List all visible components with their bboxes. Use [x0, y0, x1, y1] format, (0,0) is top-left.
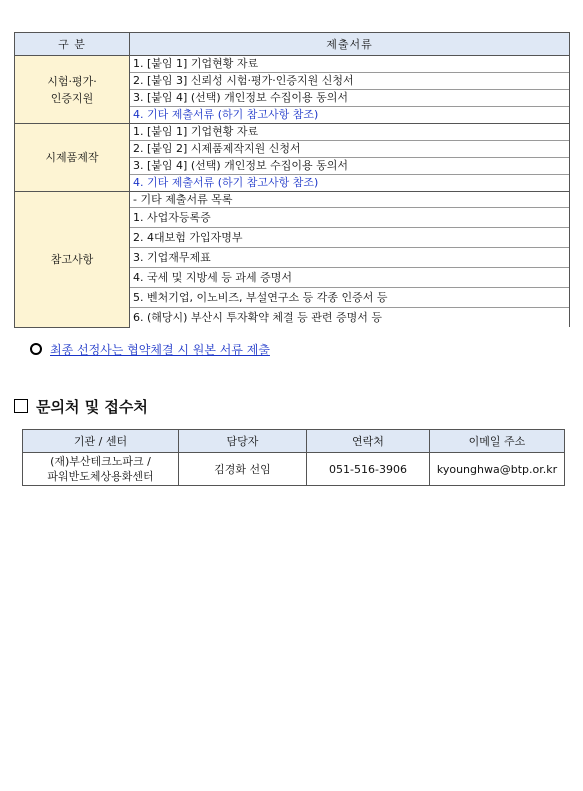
header-org: 기관 / 센터: [23, 430, 179, 453]
org-line: (재)부산테크노파크 /: [50, 455, 151, 468]
header-phone: 연락처: [307, 430, 430, 453]
person-cell: 김경화 선임: [179, 453, 307, 486]
category-cell-reference: [15, 192, 130, 328]
org-cell: [23, 453, 179, 486]
category-label: 시제품제작: [45, 151, 99, 164]
document-item: 2. [붙임 3] 신뢰성 시험·평가·인증지원 신청서: [130, 73, 570, 90]
email-cell[interactable]: kyounghwa@btp.or.kr: [430, 453, 565, 486]
category-cell-test-eval: [15, 56, 130, 124]
document-item: 2. [붙임 2] 시제품제작지원 신청서: [130, 141, 570, 158]
contact-section-title: [14, 396, 148, 417]
header-email: 이메일 주소: [430, 430, 565, 453]
document-item: 5. 벤처기업, 이노비즈, 부설연구소 등 각종 인증서 등: [130, 288, 570, 308]
table-row: [15, 192, 570, 208]
header-person: 담당자: [179, 430, 307, 453]
submission-documents-table: [14, 32, 570, 328]
document-item: 6. (해당시) 부산시 투자확약 체결 등 관련 증명서 등: [130, 308, 570, 328]
section-title-text: 문의처 및 접수처: [36, 398, 148, 416]
header-category: 구 분: [15, 33, 130, 56]
note-text: 최종 선정사는 협약체결 시 원본 서류 제출: [50, 343, 270, 357]
checkbox-square-icon: [14, 399, 28, 413]
org-line: 파워반도체상용화센터: [47, 470, 154, 483]
table-header-row: [15, 33, 570, 56]
table-row: [15, 124, 570, 141]
document-item: 1. [붙임 1] 기업현황 자료: [130, 124, 570, 141]
document-item: 1. [붙임 1] 기업현황 자료: [130, 56, 570, 73]
document-item: 3. [붙임 4] (선택) 개인정보 수집이용 동의서: [130, 90, 570, 107]
document-item: 4. 국세 및 지방세 등 과세 증명서: [130, 268, 570, 288]
table-row: [23, 453, 565, 486]
document-item: - 기타 제출서류 목록: [130, 192, 570, 208]
category-label: 시험·평가·: [47, 74, 97, 88]
phone-cell: 051-516-3906: [307, 453, 430, 486]
header-documents: 제출서류: [130, 33, 570, 56]
document-item: 3. 기업재무제표: [130, 248, 570, 268]
document-item-highlight: 4. 기타 제출서류 (하기 참고사항 참조): [130, 175, 570, 192]
document-item-highlight: 4. 기타 제출서류 (하기 참고사항 참조): [130, 107, 570, 124]
circle-bullet-icon: [30, 343, 42, 355]
category-cell-prototype: [15, 124, 130, 192]
document-item: 3. [붙임 4] (선택) 개인정보 수집이용 동의서: [130, 158, 570, 175]
category-label: 인증지원: [50, 91, 94, 105]
document-item: 2. 4대보험 가입자명부: [130, 228, 570, 248]
category-label: 참고사항: [50, 252, 94, 266]
submission-note: [30, 341, 270, 358]
contact-header-row: [23, 430, 565, 453]
contact-table: [22, 429, 565, 486]
table-row: [15, 56, 570, 73]
document-item: 1. 사업자등록증: [130, 208, 570, 228]
